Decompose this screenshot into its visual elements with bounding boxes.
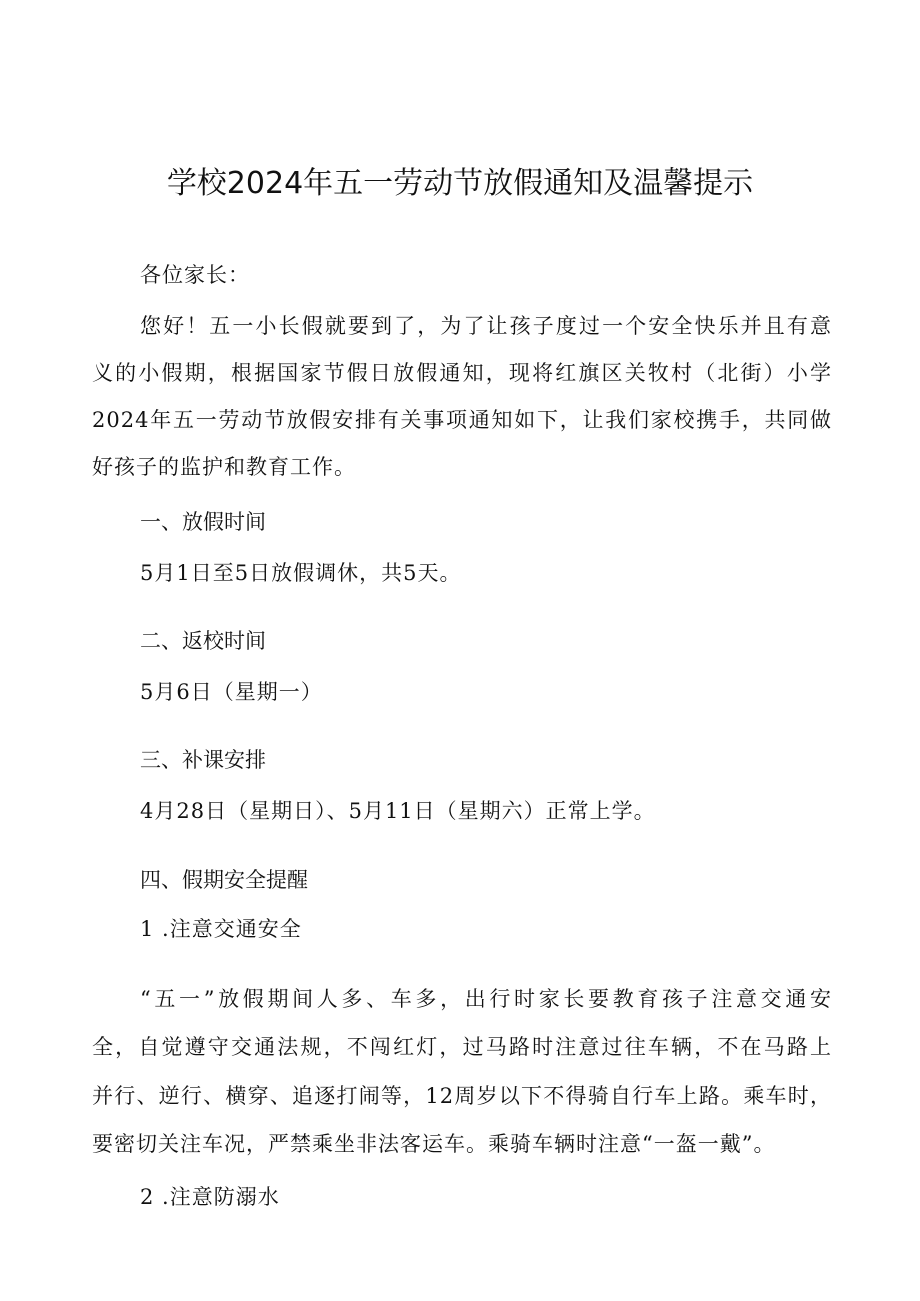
- section-2-body: 5月6日（星期一）: [140, 680, 323, 704]
- subsection-1-title: 1 .注意交通安全: [140, 917, 302, 941]
- intro-line-3: 2024年五一劳动节放假安排有关事项通知如下，让我们家校携手，共同做: [92, 408, 832, 432]
- intro-line-2: 义的小假期，根据国家节假日放假通知，现将红旗区关牧村（北街）小学: [92, 361, 832, 385]
- subsection-1-line-1: “五一”放假期间人多、车多，出行时家长要教育孩子注意交通安: [140, 987, 832, 1011]
- document-title: 学校2024年五一劳动节放假通知及温馨提示: [166, 166, 754, 201]
- section-3-heading: 三、补课安排: [140, 748, 266, 772]
- subsection-1-line-3: 并行、逆行、横穿、追逐打闹等，12周岁以下不得骑自行车上路。乘车时，: [92, 1084, 832, 1108]
- salutation: 各位家长：: [140, 263, 250, 287]
- intro-line-4: 好孩子的监护和教育工作。: [92, 455, 356, 479]
- section-4-heading: 四、假期安全提醒: [140, 868, 308, 892]
- section-1-body: 5月1日至5日放假调休，共5天。: [140, 561, 462, 585]
- subsection-2-title: 2 .注意防溺水: [140, 1185, 280, 1209]
- section-2-heading: 二、返校时间: [140, 629, 266, 653]
- intro-line-1: 您好！五一小长假就要到了，为了让孩子度过一个安全快乐并且有意: [140, 314, 832, 338]
- subsection-1-line-4: 要密切关注车况，严禁乘坐非法客运车。乘骑车辆时注意“一盔一戴”。: [92, 1132, 776, 1156]
- subsection-1-line-2: 全，自觉遵守交通法规，不闯红灯，过马路时注意过往车辆，不在马路上: [92, 1035, 832, 1059]
- section-1-heading: 一、放假时间: [140, 510, 266, 534]
- section-3-body: 4月28日（星期日）、5月11日（星期六）正常上学。: [140, 799, 656, 823]
